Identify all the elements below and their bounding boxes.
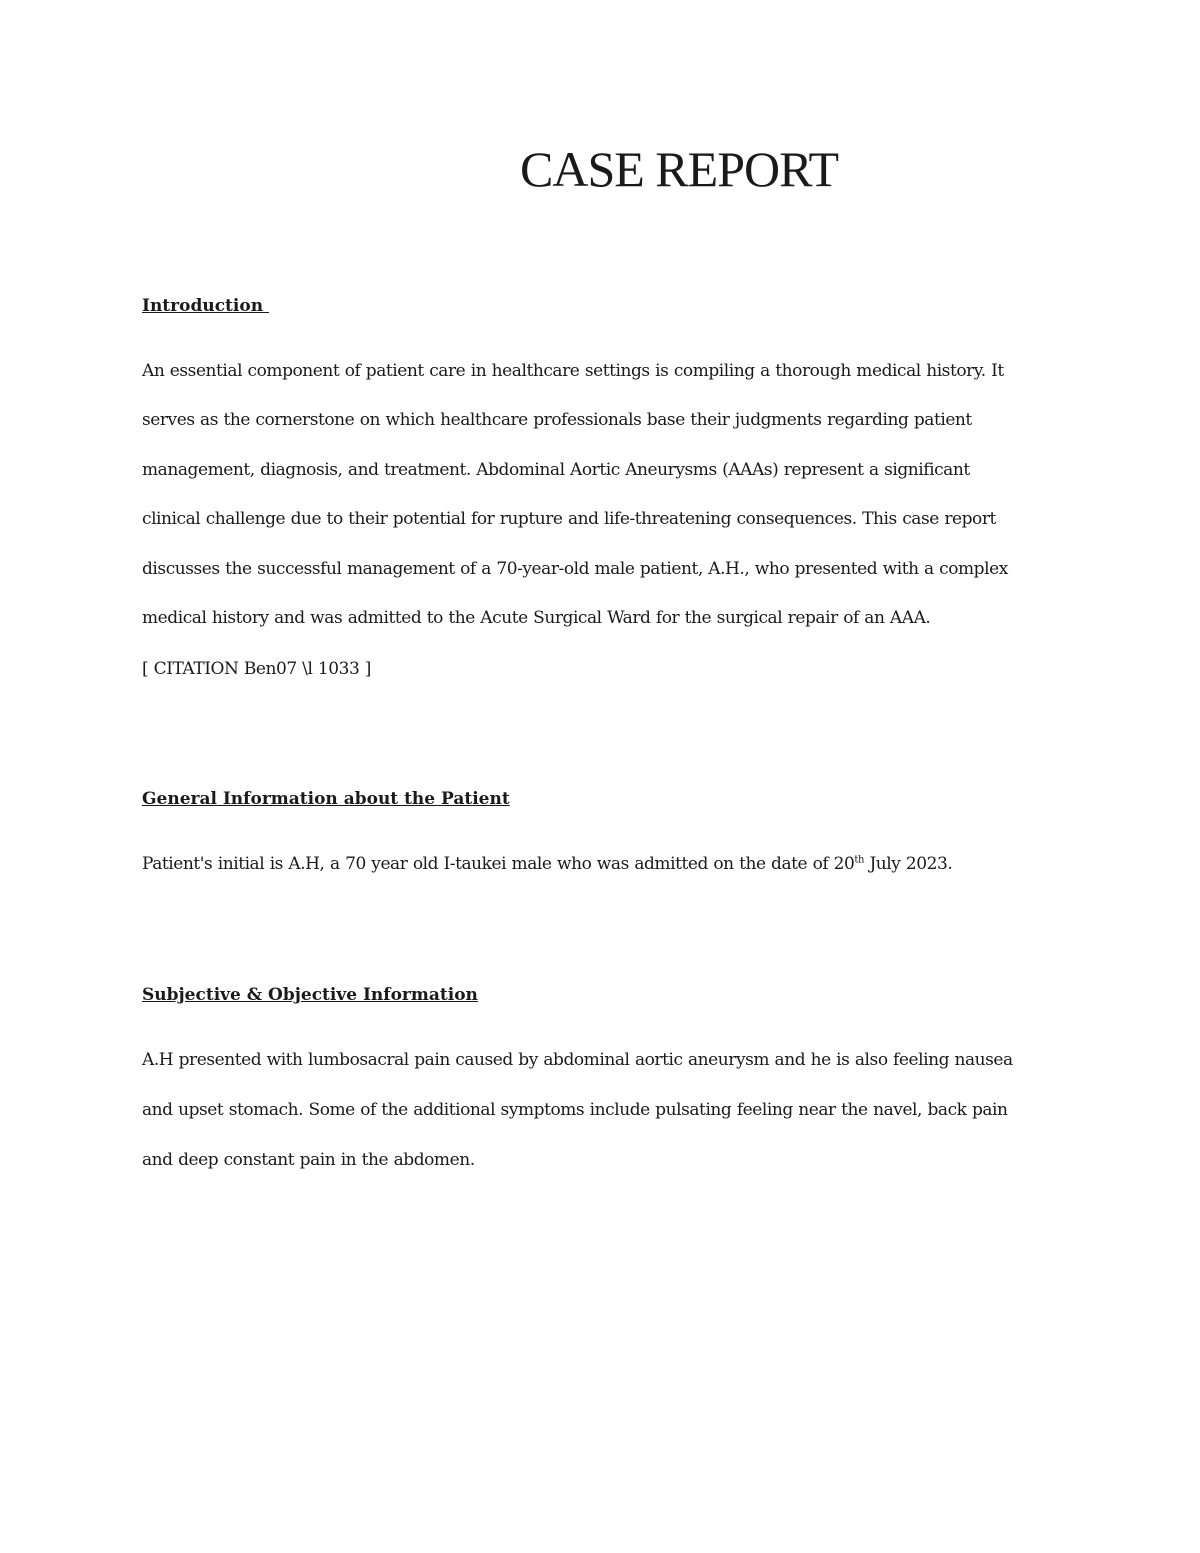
- patient-info-text: Patient's initial is A.H, a 70 year old I-taukei male who was admitted on the date of 20: [142, 854, 855, 874]
- paragraph-line: A.H presented with lumbosacral pain caused by abdominal aortic aneurysm and he is also feeling nausea: [142, 1050, 1013, 1070]
- paragraph-line: management, diagnosis, and treatment. Abdominal Aortic Aneurysms (AAAs) represent a significant: [142, 460, 970, 480]
- section-heading-subjective-objective: Subjective & Objective Information: [142, 985, 478, 1005]
- paragraph-line: medical history and was admitted to the Acute Surgical Ward for the surgical repair of an AAA.: [142, 608, 931, 628]
- paragraph-line: An essential component of patient care in healthcare settings is compiling a thorough medical history. It: [142, 361, 1004, 381]
- page-title: CASE REPORT: [520, 141, 839, 197]
- paragraph-line: clinical challenge due to their potential for rupture and life-threatening consequences. This case report: [142, 509, 996, 529]
- date-ordinal-suffix: th: [854, 854, 864, 866]
- patient-info-line: [142, 854, 952, 874]
- patient-info-date-text: July 2023.: [863, 854, 953, 874]
- paragraph-line: and deep constant pain in the abdomen.: [142, 1150, 475, 1170]
- paragraph-line: discusses the successful management of a 70-year-old male patient, A.H., who presented with a complex: [142, 559, 1008, 579]
- paragraph-line: and upset stomach. Some of the additional symptoms include pulsating feeling near the navel, back pain: [142, 1100, 1008, 1120]
- section-heading-introduction: Introduction: [142, 296, 269, 316]
- section-heading-general-information: General Information about the Patient: [142, 789, 510, 809]
- paragraph-line: serves as the cornerstone on which healthcare professionals base their judgments regarding patient: [142, 410, 972, 430]
- citation-field: [ CITATION Ben07 \l 1033 ]: [142, 659, 371, 679]
